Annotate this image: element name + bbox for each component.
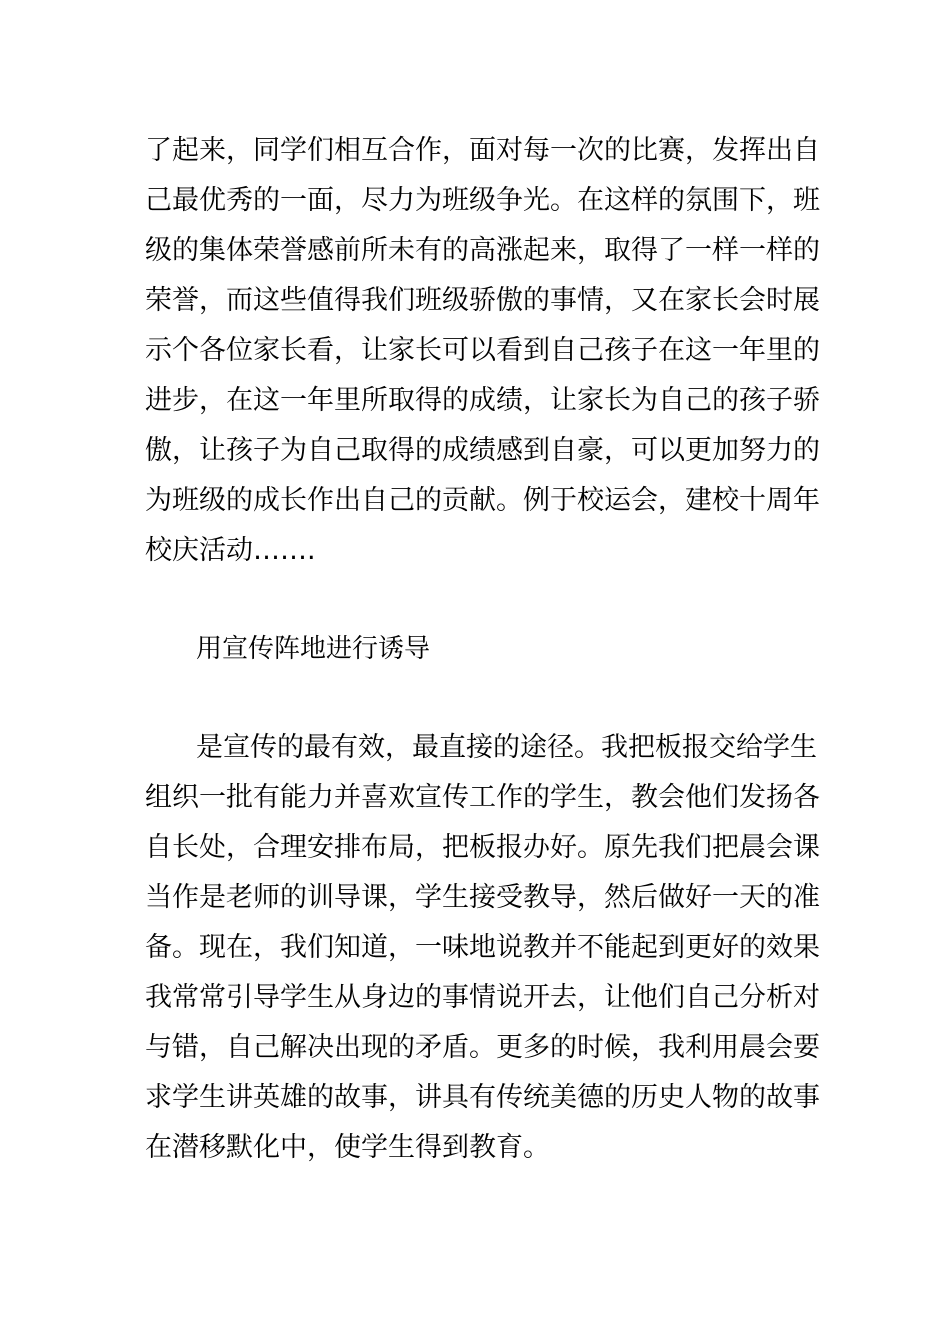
paragraph-2-line: 我常常引导学生从身边的事情说开去，让他们自己分析对 [145,982,820,1013]
paragraph-1-line: 己最优秀的一面，尽力为班级争光。在这样的氛围下，班 [145,185,820,216]
paragraph-1-line: 荣誉，而这些值得我们班级骄傲的事情，又在家长会时展 [145,285,820,316]
paragraph-2-line: 与错，自己解决出现的矛盾。更多的时候，我利用晨会要 [145,1032,820,1063]
paragraph-1-line: 进步，在这一年里所取得的成绩，让家长为自己的孩子骄 [145,385,820,416]
paragraph-1-line: 为班级的成长作出自己的贡献。例于校运会，建校十周年 [145,485,820,516]
paragraph-1-line: 级的集体荣誉感前所未有的高涨起来，取得了一样一样的 [145,235,820,266]
paragraph-2-line: 备。现在，我们知道，一味地说教并不能起到更好的效果 [145,932,820,963]
paragraph-2-line: 组织一批有能力并喜欢宣传工作的学生，教会他们发扬各 [145,782,820,813]
paragraph-2-line: 自长处，合理安排布局，把板报办好。原先我们把晨会课 [145,832,820,863]
section-heading: 用宣传阵地进行诱导 [196,634,431,664]
paragraph-1-line: 示个各位家长看，让家长可以看到自己孩子在这一年里的 [145,335,820,366]
paragraph-1-line: 校庆活动……. [145,535,316,566]
paragraph-1-line: 傲，让孩子为自己取得的成绩感到自豪，可以更加努力的 [145,435,820,466]
paragraph-2-line: 在潜移默化中，使学生得到教育。 [145,1132,550,1163]
paragraph-2-line: 求学生讲英雄的故事，讲具有传统美德的历史人物的故事 [145,1082,820,1113]
paragraph-2-line: 是宣传的最有效，最直接的途径。我把板报交给学生 [196,732,817,763]
paragraph-2-line: 当作是老师的训导课，学生接受教导，然后做好一天的准 [145,882,820,913]
paragraph-1-line: 了起来，同学们相互合作，面对每一次的比赛，发挥出自 [145,135,820,166]
